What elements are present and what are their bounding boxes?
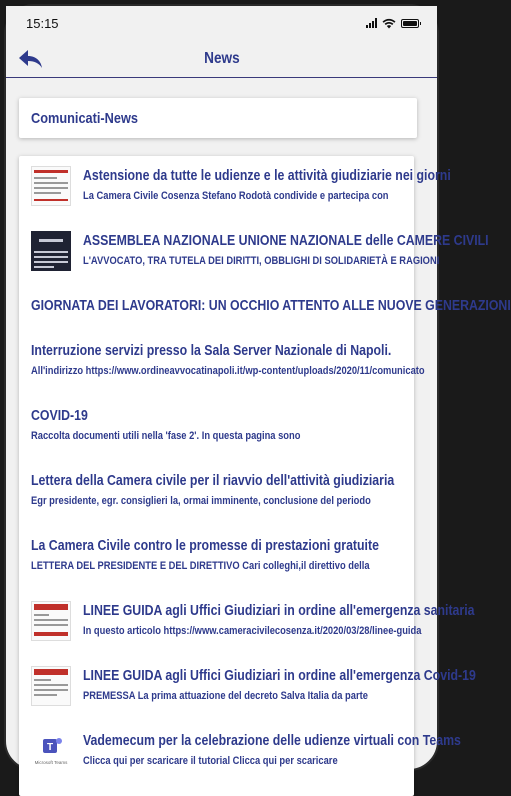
news-subtitle: Egr presidente, egr. consiglieri la, ormai imminente, conclusione del periodo: [31, 495, 371, 507]
news-thumbnail: [31, 666, 71, 706]
news-title: ASSEMBLEA NAZIONALE UNIONE NAZIONALE delle CAMERE CIVILI: [83, 233, 489, 249]
wifi-icon: [382, 18, 396, 29]
news-title: Lettera della Camera civile per il riavvio dell'attività giudiziaria: [31, 473, 395, 489]
news-title: COVID-19: [31, 408, 88, 424]
news-subtitle: PREMESSA La prima attuazione del decreto Salva Italia da parte: [83, 690, 368, 702]
news-item[interactable]: [19, 666, 476, 706]
news-title: LINEE GUIDA agli Uffici Giudiziari in ordine all'emergenza Covid-19: [83, 668, 476, 684]
news-thumbnail: [31, 231, 71, 271]
news-subtitle: L'AVVOCATO, TRA TUTELA DEI DIRITTI, OBBLIGHI DI SOLIDARIETÀ E RAGIONI: [83, 255, 440, 267]
device-frame: [4, 4, 511, 771]
section-title: Comunicati-News: [31, 109, 138, 127]
news-thumbnail: [31, 731, 71, 771]
status-icons: [366, 18, 419, 29]
news-subtitle: All'indirizzo https://www.ordineavvocatinapoli.it/wp-content/uploads/2020/11/comunicato: [31, 365, 425, 377]
news-item[interactable]: [19, 536, 414, 574]
svg-text:T: T: [46, 742, 54, 753]
news-title: Vademecum per la celebrazione delle udienze virtuali con Teams: [83, 733, 461, 749]
news-item[interactable]: [19, 601, 475, 641]
news-title: Interruzione servizi presso la Sala Server Nazionale di Napoli.: [31, 343, 392, 359]
news-item[interactable]: [19, 166, 451, 206]
news-subtitle: In questo articolo https://www.cameracivilecosenza.it/2020/03/28/linee-guida: [83, 625, 422, 637]
teams-logo-caption: Microsoft Teams: [34, 760, 68, 765]
news-thumbnail: [31, 601, 71, 641]
nav-bar: [6, 40, 437, 78]
battery-icon: [401, 19, 419, 28]
news-item[interactable]: [19, 406, 414, 444]
teams-logo-icon: [31, 731, 71, 771]
news-item[interactable]: [19, 296, 511, 316]
news-item[interactable]: [19, 341, 425, 379]
signal-icon: [366, 18, 377, 28]
back-button[interactable]: [16, 46, 46, 72]
news-item[interactable]: [19, 231, 489, 271]
status-time: 15:15: [26, 15, 59, 31]
news-title: LINEE GUIDA agli Uffici Giudiziari in ordine all'emergenza sanitaria: [83, 603, 475, 619]
news-title: GIORNATA DEI LAVORATORI: UN OCCHIO ATTENTO ALLE NUOVE GENERAZIONI: [31, 298, 511, 314]
status-bar: [6, 6, 437, 40]
news-title: La Camera Civile contro le promesse di prestazioni gratuite: [31, 538, 379, 554]
news-subtitle: Raccolta documenti utili nella 'fase 2'. In questa pagina sono: [31, 430, 301, 442]
news-subtitle: LETTERA DEL PRESIDENTE E DEL DIRETTIVO Cari colleghi,il direttivo della: [31, 560, 370, 572]
section-header-card: [19, 98, 417, 138]
news-thumbnail: [31, 166, 71, 206]
news-item[interactable]: [19, 731, 461, 771]
news-subtitle: Clicca qui per scaricare il tutorial Clicca qui per scaricare: [83, 755, 338, 767]
news-title: Astensione da tutte le udienze e le attività giudiziarie nei giorni: [83, 168, 451, 184]
news-item[interactable]: [19, 471, 414, 509]
back-arrow-icon: [18, 48, 44, 70]
news-list: [19, 156, 511, 796]
page-title: News: [203, 49, 240, 67]
news-subtitle: La Camera Civile Cosenza Stefano Rodotà condivide e partecipa con: [83, 190, 389, 202]
